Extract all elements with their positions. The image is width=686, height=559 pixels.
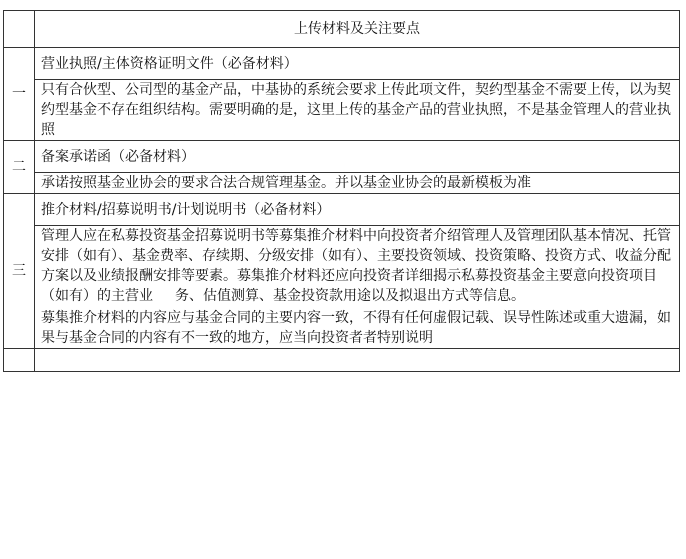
section-1-number: 一 <box>4 48 35 141</box>
section-3-body-row <box>4 226 680 349</box>
section-3-number: 三 <box>4 194 35 349</box>
bottom-content-cell <box>35 349 680 372</box>
section-1-body-row <box>4 80 680 141</box>
section-3-body <box>35 226 680 349</box>
section-1-heading-row <box>4 48 680 80</box>
section-1-heading: 营业执照/主体资格证明文件（必备材料） <box>35 48 680 80</box>
table-title: 上传材料及关注要点 <box>35 11 680 48</box>
section-3-paragraph-2: 募集推介材料的内容应与基金合同的主要内容一致，不得有任何虚假记载、误导性陈述或重大遗漏，如果与基金合同的内容有不一致的地方，应当向投资者者特别说明 <box>41 310 671 346</box>
section-2-number: 二 <box>4 141 35 194</box>
section-2-body-row <box>4 173 680 194</box>
table-bottom-row <box>4 349 680 372</box>
section-3-paragraph-1a: 管理人应在私募投资基金招募说明书等募集推介材料中向投资者介绍管理人及管理团队基本情况、托管安排（如有）、基金费率、存续期、分级安排（如有）、主要投资领域、投资策略、投资方式、收益分配方案以及业绩报酬安排等要素。募集推介材料还应向投资者详细揭示私募投资基金主要意向投资项目（如有）的主营业 <box>41 228 671 304</box>
section-3-paragraph-1b: 务、估值测算、基金投资款用途以及拟退出方式等信息。 <box>175 288 525 304</box>
section-3-paragraph-1 <box>41 226 673 306</box>
materials-table <box>3 10 680 372</box>
section-3-heading: 推介材料/招募说明书/计划说明书（必备材料） <box>35 194 680 226</box>
section-1-body: 只有合伙型、公司型的基金产品，中基协的系统会要求上传此项文件，契约型基金不需要上传，以为契约型基金不存在组织结构。需要明确的是，这里上传的基金产品的营业执照，不是基金管理人的营业执照 <box>35 80 680 141</box>
section-3-heading-row <box>4 194 680 226</box>
header-num-cell <box>4 11 35 48</box>
section-2-heading: 备案承诺函（必备材料） <box>35 141 680 173</box>
bottom-num-cell <box>4 349 35 372</box>
section-2-body: 承诺按照基金业协会的要求合法合规管理基金。并以基金业协会的最新模板为准 <box>35 173 680 194</box>
table-header-row <box>4 11 680 48</box>
section-2-heading-row <box>4 141 680 173</box>
